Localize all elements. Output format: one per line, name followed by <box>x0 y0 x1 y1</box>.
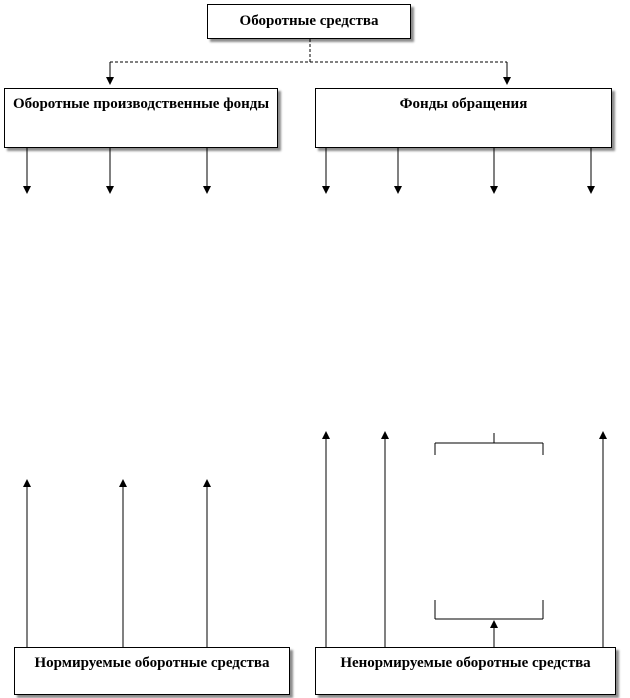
normalized-up-arrows <box>23 479 211 647</box>
node-normalized-capital <box>14 647 290 695</box>
node-circulation-funds <box>315 88 612 148</box>
node-circulation-funds-label: Фонды обращения <box>399 96 528 112</box>
node-non-normalized-capital <box>315 647 616 695</box>
bracket-bottom <box>435 600 543 619</box>
production-down-arrows <box>23 148 211 194</box>
node-working-capital-label: Оборотные средства <box>239 13 379 29</box>
arrowhead-to-production <box>106 77 114 85</box>
non-normalized-up-arrows <box>322 431 607 647</box>
circulation-down-arrows <box>322 148 595 194</box>
bracket-top <box>435 433 543 455</box>
node-production-funds-label: Оборотные производственные фонды <box>12 96 270 112</box>
node-working-capital <box>207 4 411 39</box>
node-production-funds <box>4 88 278 148</box>
arrowhead-to-circulation <box>503 77 511 85</box>
node-normalized-capital-label: Нормируемые оборотные средства <box>34 655 270 671</box>
node-non-normalized-capital-label: Ненормируемые оборотные средства <box>340 655 591 671</box>
